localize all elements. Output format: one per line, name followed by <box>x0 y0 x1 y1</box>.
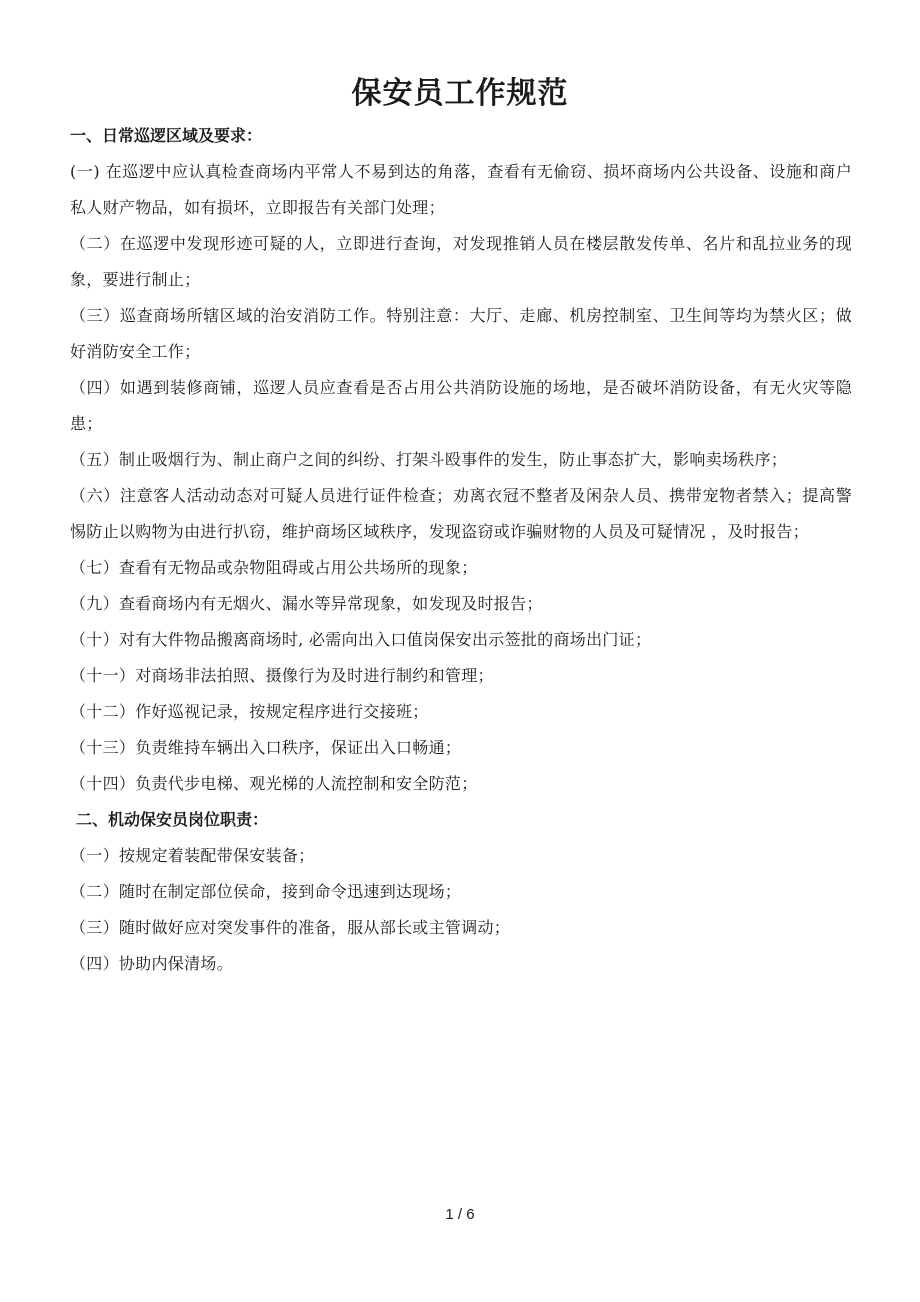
section-heading: 二、机动保安员岗位职责： <box>76 810 269 829</box>
list-item: （二）随时在制定部位侯命，接到命令迅速到达现场； <box>70 882 462 901</box>
section-1 <box>70 118 852 802</box>
section-2 <box>70 802 852 982</box>
list-item: （六）注意客人活动动态对可疑人员进行证件检查；劝离衣冠不整者及闲杂人员、携带宠物者禁入；提高警惕防止以购物为由进行扒窃，维护商场区域秩序，发现盗窃或诈骗财物的人员及可疑情况 ，及时报告； <box>70 486 852 541</box>
section-heading: 一、日常巡逻区域及要求： <box>70 126 263 145</box>
list-item: （二）在巡逻中发现形迹可疑的人，立即进行查询，对发现推销人员在楼层散发传单、名片和乱拉业务的现象，要进行制止； <box>70 234 852 289</box>
list-item: （七）查看有无物品或杂物阻碍或占用公共场所的现象； <box>70 558 478 577</box>
list-item: (一) 在巡逻中应认真检查商场内平常人不易到达的角落，查看有无偷窃、损坏商场内公共设备、设施和商户私人财产物品，如有损坏，立即报告有关部门处理； <box>70 162 852 217</box>
list-item: （十四）负责代步电梯、观光梯的人流控制和安全防范； <box>70 774 478 793</box>
list-item: （十一）对商场非法拍照、摄像行为及时进行制约和管理； <box>70 666 494 685</box>
list-item: （三）随时做好应对突发事件的准备，服从部长或主管调动； <box>70 918 511 937</box>
list-item: （十三）负责维持车辆出入口秩序，保证出入口畅通； <box>70 738 462 757</box>
document-title: 保安员工作规范 <box>351 76 569 111</box>
document-body <box>70 118 852 982</box>
list-item: （十）对有大件物品搬离商场时, 必需向出入口值岗保安出示签批的商场出门证； <box>70 630 652 649</box>
page-number: 1 / 6 <box>445 1206 475 1223</box>
list-item: （四）如遇到装修商铺，巡逻人员应查看是否占用公共消防设施的场地，是否破坏消防设备，有无火灾等隐患； <box>70 378 852 433</box>
list-item: （五）制止吸烟行为、制止商户之间的纠纷、打架斗殴事件的发生，防止事态扩大，影响卖场秩序； <box>70 450 788 469</box>
list-item: （一）按规定着装配带保安装备； <box>70 846 315 865</box>
list-item: （三）巡查商场所辖区域的治安消防工作。特别注意：大厅、走廊、机房控制室、卫生间等均为禁火区；做好消防安全工作； <box>70 306 852 361</box>
list-item: （十二）作好巡视记录，按规定程序进行交接班； <box>70 702 429 721</box>
list-item: （九）查看商场内有无烟火、漏水等异常现象，如发现及时报告； <box>70 594 543 613</box>
list-item: （四）协助内保清场。 <box>70 954 234 973</box>
